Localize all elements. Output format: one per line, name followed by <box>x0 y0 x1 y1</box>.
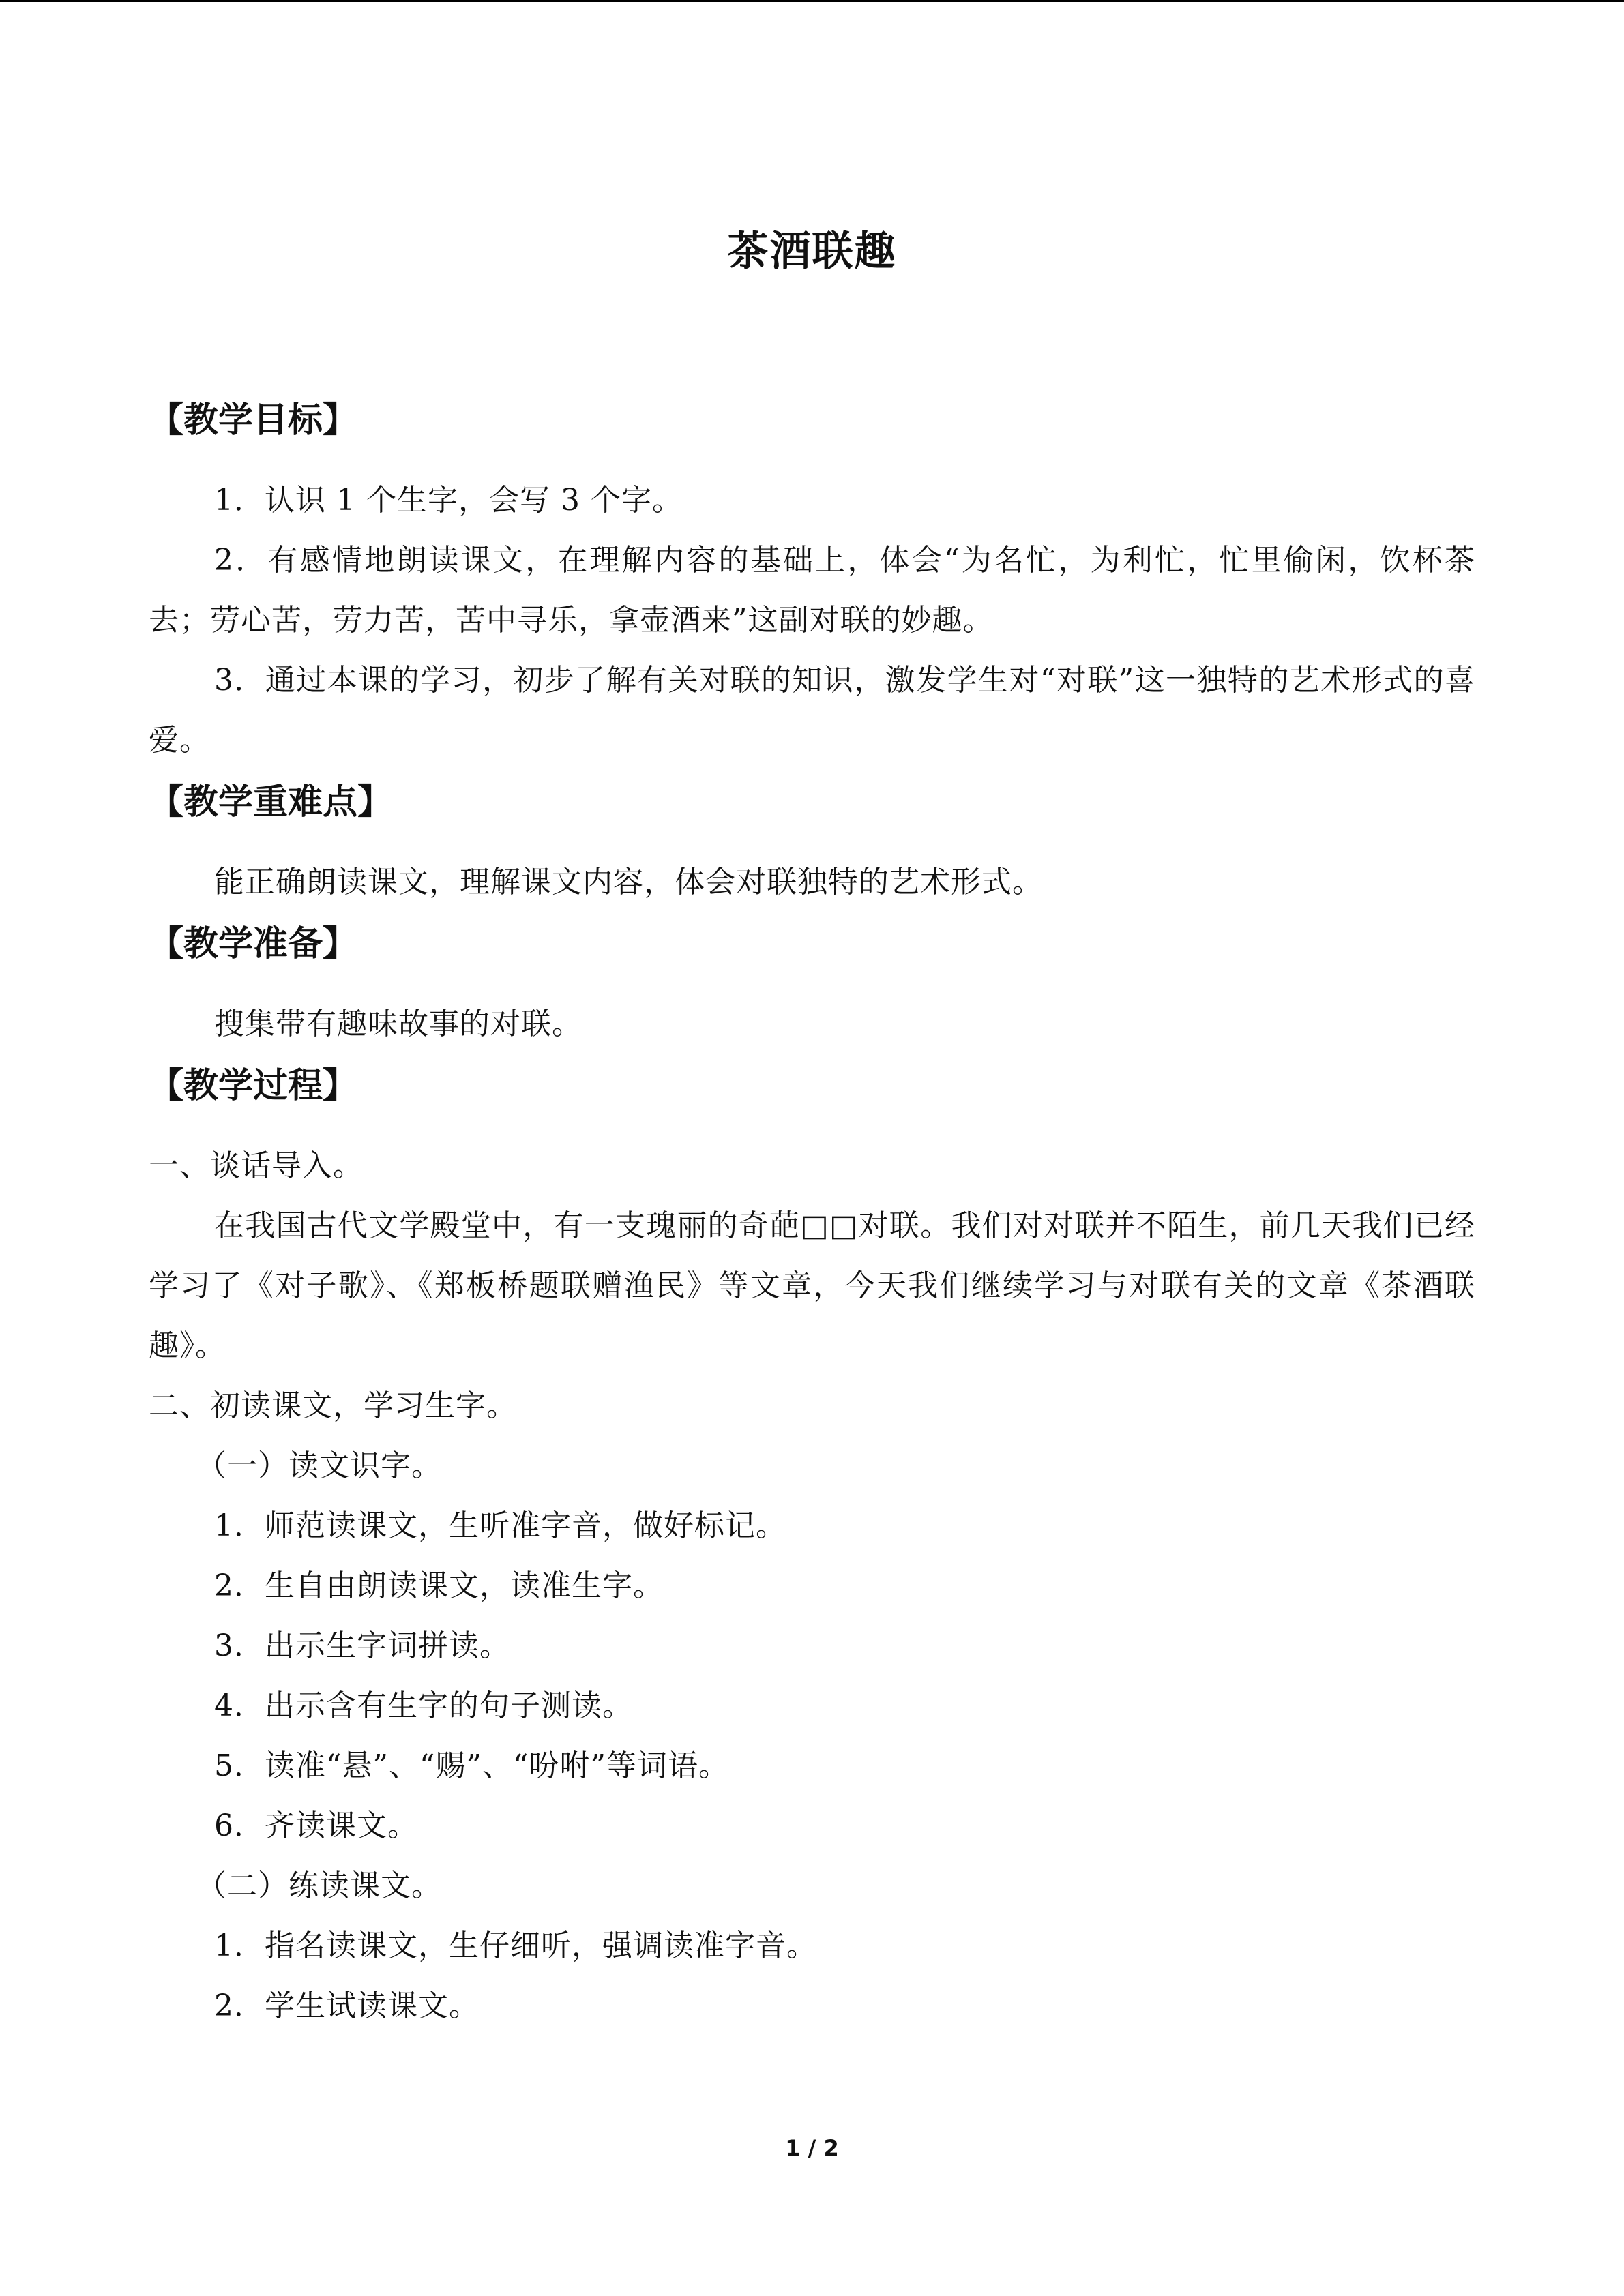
process-heading: 【教学过程】 <box>149 1065 358 1106</box>
key-points-text: 能正确朗读课文，理解课文内容，体会对联独特的艺术形式。 <box>214 865 1043 899</box>
objective-item-1: 1．认识 1 个生字，会写 3 个字。 <box>214 483 683 518</box>
key-points-heading: 【教学重难点】 <box>149 781 393 822</box>
process-step-1-text: 在我国古代文学殿堂中，有一支瑰丽的奇葩□□对联。我们对对联并不陌生，前几天我们已经学习了《对子歌》、《郑板桥题联赠渔民》等文章，今天我们继续学习与对联有关的文章《茶酒联趣》。 <box>149 1208 1475 1363</box>
page-title: 茶酒联趣 <box>727 228 897 275</box>
objective-item-3: 3．通过本课的学习，初步了解有关对联的知识，激发学生对“对联”这一独特的艺术形式的喜爱。 <box>149 663 1475 758</box>
objective-item-2: 2．有感情地朗读课文，在理解内容的基础上，体会“为名忙，为利忙，忙里偷闲，饮杯茶去；劳心苦，劳力苦，苦中寻乐，拿壶酒来”这副对联的妙趣。 <box>149 543 1475 638</box>
preparation-text: 搜集带有趣味故事的对联。 <box>214 1007 582 1041</box>
process-part-1-title: （一）读文识字。 <box>196 1448 442 1483</box>
process-part-1-item-2: 2．生自由朗读课文，读准生字。 <box>214 1568 664 1603</box>
preparation-heading: 【教学准备】 <box>149 923 358 964</box>
process-part-1-item-5: 5．读准“悬”、“赐”、“吩咐”等词语。 <box>214 1748 729 1783</box>
objectives-heading: 【教学目标】 <box>149 400 358 441</box>
process-step-2-title: 二、初读课文，学习生字。 <box>149 1388 517 1423</box>
process-part-1-item-4: 4．出示含有生字的句子测读。 <box>214 1688 633 1723</box>
process-part-1-item-3: 3．出示生字词拼读。 <box>214 1628 510 1663</box>
page-number: 1 / 2 <box>785 2135 839 2161</box>
process-part-1-item-6: 6．齐读课文。 <box>214 1808 418 1843</box>
process-part-1-item-1: 1．师范读课文，生听准字音，做好标记。 <box>214 1508 786 1543</box>
process-step-1-title: 一、谈话导入。 <box>149 1148 364 1183</box>
process-part-2-item-2: 2．学生试读课文。 <box>214 1988 479 2023</box>
document-body <box>149 394 1475 2036</box>
process-part-2-item-1: 1．指名读课文，生仔细听，强调读准字音。 <box>214 1928 817 1963</box>
process-part-2-title: （二）练读课文。 <box>196 1868 442 1903</box>
